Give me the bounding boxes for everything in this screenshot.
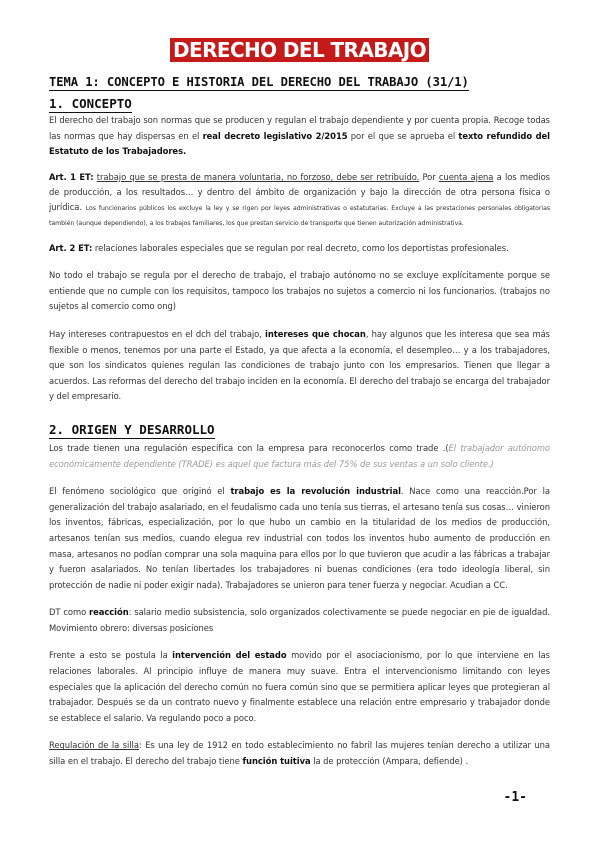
paragraph-revolucion — [49, 484, 550, 593]
text-run: : Es una ley de 1912 en todo establecimiento no fabril las mujeres tenían derecho a utilizar una silla en el trabajo. El derecho del trabajo tiene — [49, 740, 550, 767]
text-run: Por — [419, 171, 439, 182]
title-block — [49, 0, 550, 66]
small-note: Los funcionarios públicos los excluye la ley y se rigen por leyes administrativas o estatutarias. Excluye a las prestaciones personales obligatorias también (aunque dependiendo), a los trabajos familiares, los que prestan servicio de transporte que tienen autorización administrativa. — [49, 205, 550, 228]
text-run: Frente a esto se postula la — [49, 650, 173, 661]
article-label: Art. 1 ET: — [49, 171, 94, 182]
bold-run: texto refundido del Estatuto de los Trabajadores. — [49, 130, 550, 157]
text-run: por el que se aprueba el — [347, 130, 459, 141]
bold-run: intereses que chocan — [265, 328, 366, 339]
bold-run: reacción — [89, 607, 129, 618]
text-run: , hay algunos que les interesa que sea más flexible o menos, tenemos por una parte el Estado, ya que afecta a la economía, el desempleo… y a los trabajadores, que son los sindicatos quienes regulan las condiciones de trabajo junto con los empresarios. Tienen que llegar a acuerdos. Las reformas del derecho del trabajo inciden en la economía. El derecho del trabajo se encarga del trabajador y del empresario. — [49, 328, 550, 402]
document-title: DERECHO DEL TRABAJO — [170, 38, 429, 62]
text-run: El fenómeno sociológico que originó el — [49, 486, 231, 497]
section-origen-heading-block — [49, 419, 550, 439]
article-label: Art. 2 ET: — [49, 242, 93, 253]
topic-heading-block — [49, 71, 550, 91]
paragraph-art1 — [49, 170, 550, 231]
bold-run: trabajo es la revolución industrial — [230, 486, 401, 497]
underlined-run: Regulación de la silla — [49, 740, 139, 751]
text-run: movido por el asociacionismo, por lo que interviene en las relaciones laborales. Al principio influye de manera muy suave. Entra el intervencionismo limitando con leyes especiales que la aplicación del derecho común no fuera común sino que se permitiera aplicar leyes que protegieran al trabajador. Después se da un contrato nuevo y finalmente establece una relación entre empresario y trabajador donde se establece el salario. Va regulando poco a poco. — [49, 650, 550, 723]
paragraph-intervencion — [49, 648, 550, 726]
section-origen — [49, 441, 550, 770]
paragraph-trade — [49, 441, 550, 472]
text-run: Hay intereses contrapuestos en el dch del trabajo, — [49, 328, 266, 339]
paragraph-reaccion — [49, 605, 550, 636]
paragraph-art2 — [49, 241, 550, 257]
text-run: Los trade tienen una regulación específica con la empresa para reconocerlos como trade .( — [49, 442, 449, 453]
paragraph-definicion — [49, 113, 550, 160]
paragraph-intereses — [49, 327, 550, 405]
text-run: a los medios de producción, a los resultados… y dentro del ámbito de organización y bajo la dirección de otra persona física o jurídica. — [49, 171, 550, 213]
underlined-run: trabajo que se presta de manera voluntaria, no forzoso, debe ser retribuido. — [96, 171, 420, 182]
bold-run: intervención del estado — [172, 650, 287, 661]
text-run: . Nace como una reacción.Por la generalización del trabajo asalariado, en el feudalismo cada uno tenía sus tierras, el artesano tenía sus cosas… vinieron los inventos, fábricas, especialización, por lo que hubo un cambio en la titularidad de los medios de producción, artesanos tenían sus medios, cuando elegua rev industrial con todos los inventos hubo aumento de producción en masa, artesanos no podían comprar una sola maquina para ellos por lo que tuvieron que acudir a las fábricas a trabajar y fueron asalariados. No tenían libertades los trabajadores ni buenas condiciones (era todo ideología liberal, sin protección de nadie ni poder exigir nada). Trabajadores se unieron para tener fuerza y negociar. Acudian a CC. — [49, 486, 550, 590]
paragraph-autonomo: No todo el trabajo se regula por el derecho de trabajo, el trabajo autónomo no se excluye explícitamente porque se entiende que no cumple con los requisitos, tampoco los trabajos no sujetos a comercio ni los funcionarios. (trabajos no sujetos al comercio como ong) — [49, 270, 550, 312]
text-run: : salario medio subsistencia, solo organizados colectivamente se puede negociar en pie de igualdad. Movimiento obrero: diversas posiciones — [49, 607, 550, 633]
section-heading-origen: 2. ORIGEN Y DESARROLLO — [49, 421, 215, 437]
underlined-run: cuenta ajena — [438, 171, 494, 182]
bold-run: real decreto legislativo 2/2015 — [202, 130, 348, 141]
paragraph-silla — [49, 738, 550, 769]
text-run: DT como — [49, 607, 90, 618]
section-heading-concepto: 1. CONCEPTO — [49, 96, 132, 111]
page-number: -1- — [503, 790, 527, 805]
bold-run: función tuitiva — [242, 756, 311, 767]
grey-note: El trabajador autónomo económicamente dependiente (TRADE) es aquel que factura más del 75% de sus ventas a un solo cliente.) — [49, 442, 550, 469]
text-run: la de protección (Ampara, defiende) . — [310, 756, 469, 767]
art1-block — [49, 170, 550, 231]
text-run: El derecho del trabajo son normas que se producen y regulan el trabajo dependiente y por cuenta propia. Recoge todas las normas que hay dispersas en el — [49, 115, 550, 141]
topic-heading: TEMA 1: CONCEPTO E HISTORIA DEL DERECHO DEL TRABAJO (31/1) — [49, 75, 469, 89]
section-concepto — [49, 93, 550, 405]
text-run: relaciones laborales especiales que se regulan por real decreto, como los deportistas profesionales. — [92, 242, 509, 253]
